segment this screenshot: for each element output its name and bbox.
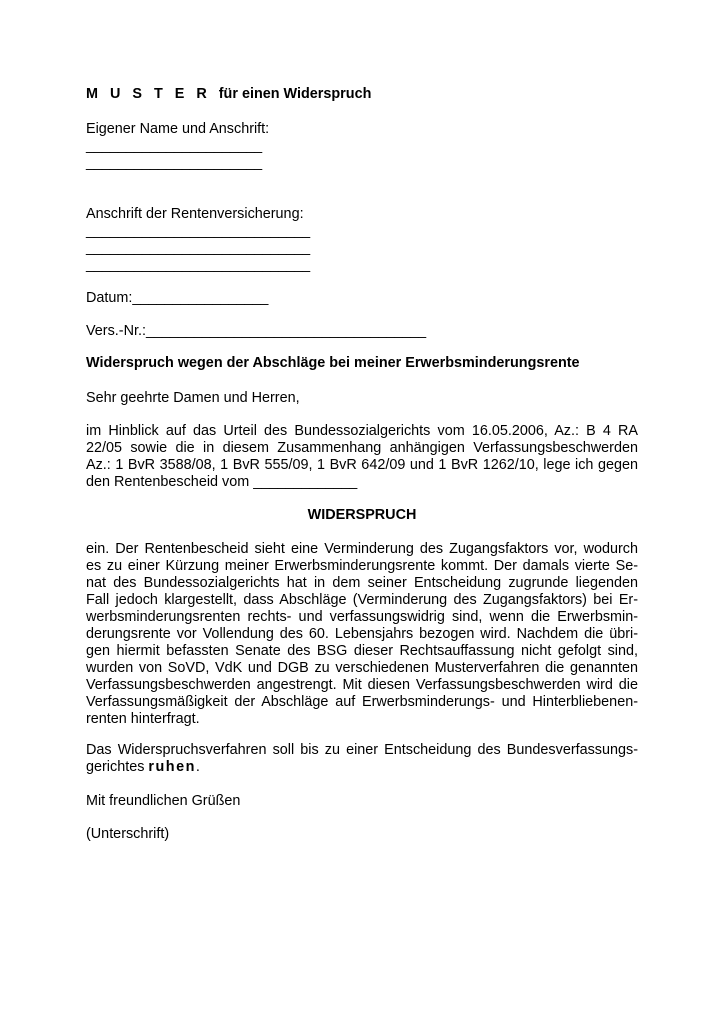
intro-line-3: Az.: 1 BvR 3588/08, 1 BvR 555/09, 1 BvR 642/09 und 1 BvR 1262/10, lege ich gegen [86, 457, 638, 473]
body-line-10: Verfassungsmäßigkeit der Abschläge auf Erwerbsminderungs- und Hinterbliebenen- [86, 694, 638, 710]
salutation: Sehr geehrte Damen und Herren, [86, 390, 300, 406]
intro-line-2: 22/05 sowie die in diesem Zusammenhang anhängigen Verfassungsbeschwerden [86, 440, 638, 456]
sender-blank-line-2: ______________________ [86, 155, 263, 171]
body-line-7: gen hiermit befassten Senate des BSG dieser Rechtsauffassung nicht gefolgt sind, [86, 643, 638, 659]
greeting: Mit freundlichen Grüßen [86, 793, 241, 809]
intro-line-4: den Rentenbescheid vom _____________ [86, 474, 358, 490]
body-line-9: Verfassungsbeschwerden angestrengt. Mit diesen Verfassungsbeschwerden wird die [86, 677, 638, 693]
body-line-1: ein. Der Rentenbescheid sieht eine Verminderung des Zugangsfaktors vor, wodurch [86, 541, 638, 557]
insurance-number-field: Vers.-Nr.:___________________________________ [86, 323, 427, 339]
insurance-blank-line-2: ____________________________ [86, 240, 311, 256]
closing-suffix: . [195, 759, 200, 775]
date-field: Datum:_________________ [86, 290, 269, 306]
intro-line-1: im Hinblick auf das Urteil des Bundessozialgerichts vom 16.05.2006, Az.: B 4 RA [86, 423, 638, 439]
body-line-6: derungsrente vor Vollendung des 60. Lebensjahrs bezogen wird. Nachdem die übri- [86, 626, 638, 642]
body-line-3: nat des Bundessozialgerichts hat in dem seiner Entscheidung zugrunde liegenden [86, 575, 638, 591]
body-line-8: wurden von SoVD, VdK und DGB zu verschiedenen Musterverfahren die genannten [86, 660, 638, 676]
insurance-blank-line-1: ____________________________ [86, 223, 311, 239]
title-rest: für einen Widerspruch [218, 86, 372, 102]
closing-line-1: Das Widerspruchsverfahren soll bis zu einer Entscheidung des Bundesverfassungs- [86, 742, 638, 758]
ruhen-emphasis: ruhen [148, 759, 196, 775]
body-line-4: Fall jedoch klargestellt, dass Abschläge (Verminderung des Zugangsfaktors) bei Er- [86, 592, 638, 608]
muster-label: M U S T E R [86, 86, 211, 102]
body-line-2: es zu einer Kürzung meiner Erwerbsminderungsrente kommt. Der damals vierte Se- [86, 558, 638, 574]
subject-line: Widerspruch wegen der Abschläge bei meiner Erwerbsminderungsrente [86, 355, 580, 371]
body-line-11: renten hinterfragt. [86, 711, 200, 727]
widerspruch-heading: WIDERSPRUCH [307, 507, 417, 523]
sender-label: Eigener Name und Anschrift: [86, 121, 270, 137]
closing-prefix: gerichtes [86, 759, 149, 775]
closing-line-2 [86, 759, 200, 776]
document-title [86, 86, 371, 103]
insurance-blank-line-3: ____________________________ [86, 257, 311, 273]
insurance-label: Anschrift der Rentenversicherung: [86, 206, 304, 222]
body-line-5: werbsminderungsrenten rechts- und verfassungswidrig sind, wenn die Erwerbsmin- [86, 609, 638, 625]
sender-blank-line-1: ______________________ [86, 138, 263, 154]
signature-placeholder: (Unterschrift) [86, 826, 170, 842]
